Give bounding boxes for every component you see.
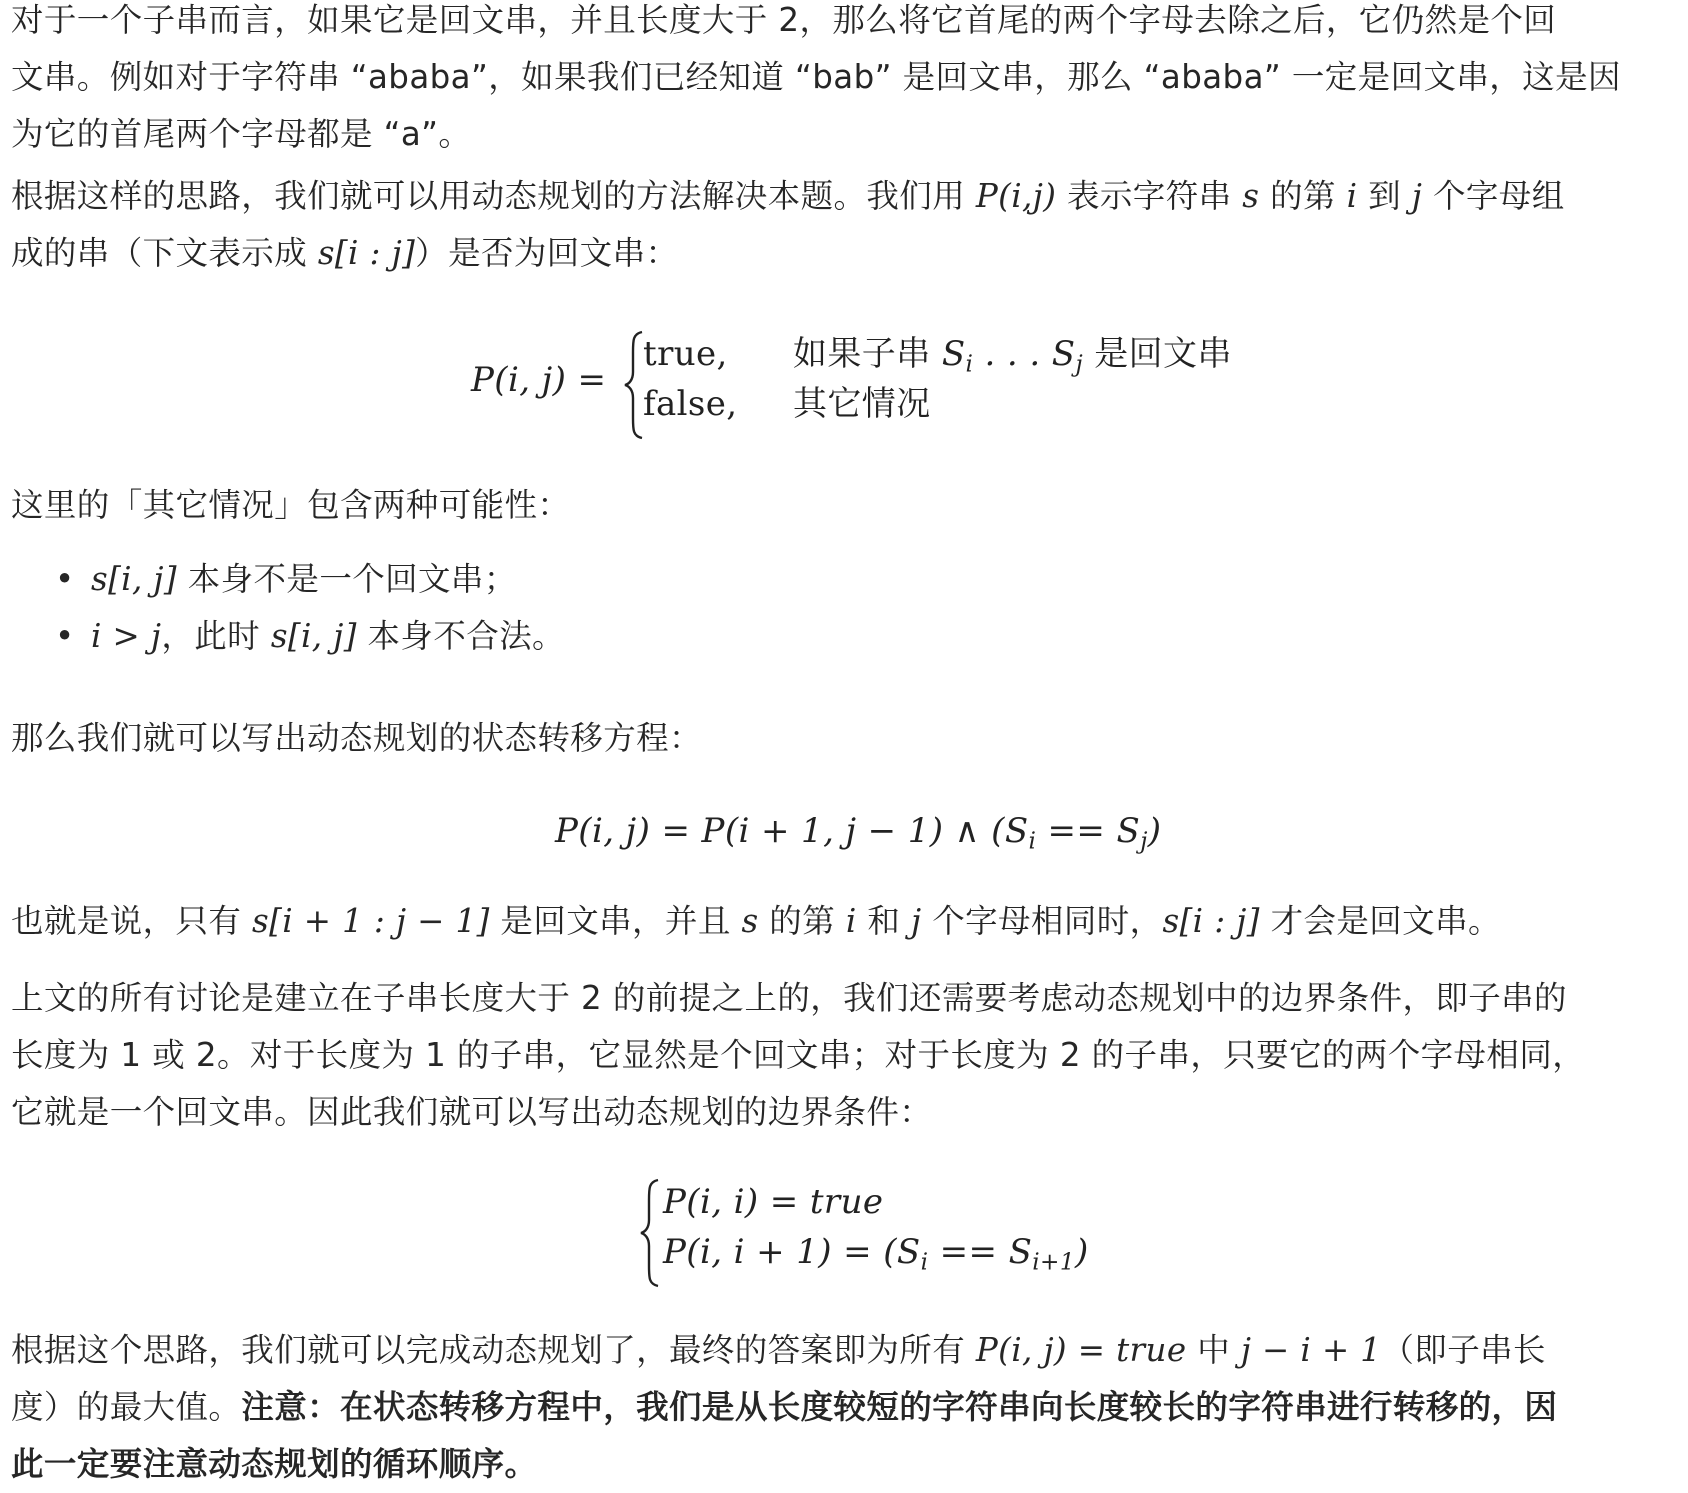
text: 才会是回文串。 (1259, 902, 1501, 940)
boundary-line-1 (663, 1174, 883, 1231)
math-text: 其它情况 (793, 384, 931, 424)
text-line (11, 1322, 1557, 1379)
math-text: . . . S (973, 334, 1076, 374)
math-text: == S (1036, 811, 1141, 851)
text: 本身不是一个回文串； (176, 560, 517, 598)
math-inline: s[i, j] (91, 560, 177, 598)
math-text: ) (1147, 811, 1162, 851)
math-text: 如果子串 (793, 334, 942, 374)
math-inline: s[i, j] (270, 617, 357, 655)
text-line (11, 225, 1565, 282)
text: 表示字符串 (1056, 177, 1243, 215)
text: 成的串（下文表示成 (11, 234, 318, 272)
text-line (11, 893, 1501, 950)
math-inline: s[i + 1 : j − 1] (252, 902, 490, 940)
math-subscript: i (965, 351, 974, 378)
math-inline: i > j (91, 617, 162, 655)
list-item (91, 608, 565, 665)
text-line (11, 1436, 1557, 1493)
paragraph-boundary-conditions (11, 970, 1585, 1141)
text-line: 这里的「其它情况」包含两种可能性： (11, 486, 571, 524)
text-line (11, 1379, 1557, 1436)
case-2 (643, 376, 738, 433)
text-line: 对于一个子串而言，如果它是回文串，并且长度大于 2，那么将它首尾的两个字母去除之后，它仍然是个回 (11, 1, 1557, 39)
paragraph-conclusion (11, 1322, 1557, 1493)
text-line: 文串。例如对于字符串 “ababa”，如果我们已经知道 “bab” 是回文串，那么 “ababa” 一定是回文串，这是因 (11, 58, 1621, 96)
math-subscript: j (1140, 828, 1148, 855)
text-line: 上文的所有讨论是建立在子串长度大于 2 的前提之上的，我们还需要考虑动态规划中的边界条件，即子串的 (11, 979, 1567, 1017)
math-text: P(i, j) = (471, 360, 607, 400)
text: 到 (1357, 177, 1412, 215)
math-subscript: i+1 (1032, 1249, 1075, 1276)
equation-lhs (471, 352, 606, 409)
math-subscript: j (1075, 351, 1084, 378)
paragraph-transition-explained (11, 893, 1501, 950)
text-line: 长度为 1 或 2。对于长度为 1 的子串，它显然是个回文串；对于长度为 2 的子串，只要它的两个字母相同， (11, 1036, 1586, 1074)
math-text: 是回文串 (1083, 334, 1232, 374)
bullet-list (33, 551, 565, 665)
math-text: S (941, 334, 966, 374)
text: 中 (1186, 1331, 1241, 1369)
math-inline: j (911, 902, 922, 940)
math-text: == S (928, 1232, 1033, 1272)
text: 和 (856, 902, 911, 940)
math-text: P(i, j) = P(i + 1, j − 1) ∧ (S (555, 811, 1029, 851)
case-2-condition (793, 376, 931, 433)
equation-boundary (11, 1178, 1671, 1288)
paragraph-palindrome-intro (11, 0, 1621, 163)
case-value: true, (643, 334, 728, 374)
text-line (11, 168, 1565, 225)
math-inline: i (1346, 177, 1358, 215)
text: 的第 (1259, 177, 1347, 215)
equation-piecewise-definition (11, 330, 1671, 440)
math-text: P(i, i + 1) = (S (663, 1232, 921, 1272)
bold-note: 此一定要注意动态规划的循环顺序。 (11, 1445, 538, 1483)
left-brace-icon (623, 330, 645, 440)
text: 也就是说，只有 (11, 902, 253, 940)
text-line: 它就是一个回文串。因此我们就可以写出动态规划的边界条件： (11, 1093, 933, 1131)
math-inline: s (741, 902, 759, 940)
text: 根据这样的思路，我们就可以用动态规划的方法解决本题。我们用 (11, 177, 976, 215)
case-1 (643, 326, 728, 383)
text: ）是否为回文串： (415, 234, 679, 272)
paragraph-other-cases (11, 477, 570, 534)
text: ，此时 (161, 617, 271, 655)
case-value: false, (643, 384, 738, 424)
text-line: 为它的首尾两个字母都是 “a”。 (11, 115, 472, 153)
math-inline: P(i,j) (975, 177, 1057, 215)
text: 个字母相同时， (921, 902, 1163, 940)
text: 根据这个思路，我们就可以完成动态规划了，最终的答案即为所有 (11, 1331, 976, 1369)
math-inline: i (845, 902, 857, 940)
math-subscript: i (920, 1249, 929, 1276)
text-line: 那么我们就可以写出动态规划的状态转移方程： (11, 719, 702, 757)
boundary-line-2 (663, 1224, 1089, 1291)
math-inline: j − i + 1 (1240, 1331, 1382, 1369)
text: 是回文串，并且 (489, 902, 742, 940)
bold-note: 注意：在状态转移方程中，我们是从长度较短的字符串向长度较长的字符串进行转移的，因 (241, 1388, 1558, 1426)
math-inline: P(i, j) = true (975, 1331, 1187, 1369)
text: 度）的最大值。 (11, 1388, 242, 1426)
math-text: P(i, i) = true (663, 1182, 884, 1222)
paragraph-transition-intro (11, 710, 702, 767)
equation-transition (555, 803, 1161, 870)
math-inline: j (1411, 177, 1423, 215)
math-inline: s (1242, 177, 1260, 215)
list-item (91, 551, 565, 608)
math-inline: s[i : j] (1162, 902, 1260, 940)
text: 的第 (758, 902, 846, 940)
left-brace-icon (639, 1178, 661, 1288)
math-inline: s[i : j] (317, 234, 416, 272)
paragraph-dp-definition (11, 168, 1565, 282)
math-text: ) (1074, 1232, 1089, 1272)
text: （即子串长 (1381, 1331, 1546, 1369)
text: 个字母组 (1422, 177, 1565, 215)
text: 本身不合法。 (356, 617, 565, 655)
math-subscript: i (1028, 828, 1037, 855)
